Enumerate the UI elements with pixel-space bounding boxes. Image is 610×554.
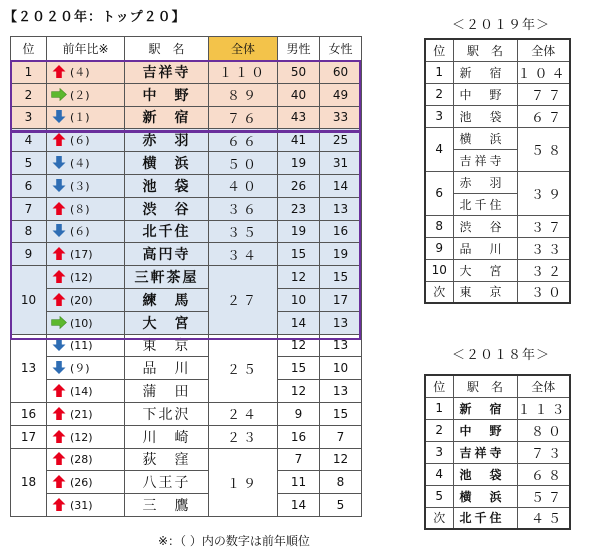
table-row: [425, 171, 570, 193]
total-cell: ３６: [209, 197, 278, 220]
prev-rank-value: (20): [70, 293, 93, 307]
male-cell: 50: [278, 61, 320, 84]
table-row: [11, 311, 362, 334]
male-cell: 12: [278, 266, 320, 289]
prev-rank-value: (４): [70, 157, 90, 171]
table-row: [11, 83, 362, 106]
station-cell: 池 袋: [453, 463, 517, 485]
station-cell: 北千住: [453, 507, 517, 529]
female-cell: 12: [320, 448, 362, 471]
total-cell: ７３: [517, 441, 570, 463]
station-cell: 品 川: [453, 237, 517, 259]
total-cell: ２５: [209, 334, 278, 402]
ranking-2018-table: [424, 374, 571, 530]
female-cell: 13: [320, 334, 362, 357]
total-cell: ４０: [209, 174, 278, 197]
station-cell: 八王子: [125, 471, 209, 494]
rank-cell: 9: [425, 237, 453, 259]
red-up-arrow-icon: [51, 452, 67, 465]
male-cell: 15: [278, 243, 320, 266]
blue-down-arrow-icon: [51, 338, 67, 351]
rank-cell: 3: [425, 105, 453, 127]
male-cell: 15: [278, 357, 320, 380]
rank-cell: 16: [11, 402, 47, 425]
red-up-arrow-icon: [51, 407, 67, 420]
table-row: [11, 288, 362, 311]
total-cell: ６８: [517, 463, 570, 485]
total-cell: ８９: [209, 83, 278, 106]
rank-cell: 7: [11, 197, 47, 220]
male-cell: 26: [278, 174, 320, 197]
table-row: [11, 152, 362, 175]
station-cell: 中 野: [453, 419, 517, 441]
total-cell: ７７: [517, 83, 570, 105]
prev-rank-value: (11): [70, 339, 93, 353]
station-cell: 品 川: [125, 357, 209, 380]
total-cell: ５０: [209, 152, 278, 175]
male-cell: 10: [278, 288, 320, 311]
station-cell: 横 浜: [453, 127, 517, 149]
female-cell: 7: [320, 425, 362, 448]
rank-cell: 9: [11, 243, 47, 266]
header-rank: 位: [425, 375, 453, 397]
male-cell: 43: [278, 106, 320, 129]
station-cell: 赤 羽: [453, 171, 517, 193]
station-cell: 三軒茶屋: [125, 266, 209, 289]
prev-rank-value: (３): [70, 179, 90, 193]
header-station: 駅 名: [453, 39, 517, 61]
header-total: 全体: [517, 39, 570, 61]
male-cell: 16: [278, 425, 320, 448]
total-cell: ６６: [209, 129, 278, 152]
header-rank: 位: [11, 37, 47, 61]
blue-down-arrow-icon: [51, 361, 67, 374]
female-cell: 8: [320, 471, 362, 494]
blue-down-arrow-icon: [51, 156, 67, 169]
prev-rank-cell: [47, 311, 125, 334]
header-row: [425, 375, 570, 397]
red-up-arrow-icon: [51, 247, 67, 260]
table-row: [11, 266, 362, 289]
table-row: [425, 215, 570, 237]
table-row: [11, 448, 362, 471]
table-row: [425, 105, 570, 127]
prev-rank-cell: [47, 152, 125, 175]
prev-rank-value: (１): [70, 111, 90, 125]
prev-rank-cell: [47, 380, 125, 403]
prev-rank-cell: [47, 243, 125, 266]
table-row: [425, 83, 570, 105]
total-cell: １９: [209, 448, 278, 516]
female-cell: 17: [320, 288, 362, 311]
red-up-arrow-icon: [51, 65, 67, 78]
blue-down-arrow-icon: [51, 179, 67, 192]
title-2019: ＜２０１９年＞: [452, 18, 551, 33]
total-cell: １１０: [209, 61, 278, 84]
rank-cell: 4: [425, 463, 453, 485]
male-cell: 11: [278, 471, 320, 494]
male-cell: 41: [278, 129, 320, 152]
total-cell: ３５: [209, 220, 278, 243]
prev-rank-value: (２): [70, 88, 90, 102]
prev-rank-value: (８): [70, 202, 90, 216]
female-cell: 49: [320, 83, 362, 106]
male-cell: 12: [278, 380, 320, 403]
female-cell: 5: [320, 494, 362, 517]
prev-rank-cell: [47, 334, 125, 357]
table-row: [11, 425, 362, 448]
station-cell: 横 浜: [125, 152, 209, 175]
female-cell: 16: [320, 220, 362, 243]
prev-rank-cell: [47, 174, 125, 197]
total-cell: ５７: [517, 485, 570, 507]
station-cell: 東 京: [453, 281, 517, 303]
station-cell: 高円寺: [125, 243, 209, 266]
female-cell: 13: [320, 311, 362, 334]
rank-cell: 5: [425, 485, 453, 507]
header-prev: 前年比※: [47, 37, 125, 61]
header-male: 男性: [278, 37, 320, 61]
rank-cell: 8: [425, 215, 453, 237]
station-cell: 中 野: [453, 83, 517, 105]
prev-rank-value: (６): [70, 134, 90, 148]
rank-cell: 6: [425, 171, 453, 215]
station-cell: 大 宮: [453, 259, 517, 281]
red-up-arrow-icon: [51, 430, 67, 443]
prev-rank-cell: [47, 197, 125, 220]
station-cell: 吉祥寺: [125, 61, 209, 84]
header-row: [425, 39, 570, 61]
station-cell: 東 京: [125, 334, 209, 357]
blue-down-arrow-icon: [51, 224, 67, 237]
total-cell: １０４: [517, 61, 570, 83]
station-cell: 中 野: [125, 83, 209, 106]
station-cell: 練 馬: [125, 288, 209, 311]
header-station: 駅 名: [125, 37, 209, 61]
total-cell: ６７: [517, 105, 570, 127]
prev-rank-cell: [47, 471, 125, 494]
prev-rank-value: (６): [70, 225, 90, 239]
table-row: [425, 463, 570, 485]
station-cell: 吉祥寺: [453, 441, 517, 463]
table-row: [11, 220, 362, 243]
station-cell: 渋 谷: [453, 215, 517, 237]
title-2018: ＜２０１８年＞: [452, 348, 551, 363]
rank-cell: 5: [11, 152, 47, 175]
prev-rank-cell: [47, 288, 125, 311]
header-rank: 位: [425, 39, 453, 61]
prev-rank-value: (12): [70, 430, 93, 444]
station-cell: 新 宿: [453, 61, 517, 83]
table-row: [425, 441, 570, 463]
rank-cell: 10: [425, 259, 453, 281]
female-cell: 14: [320, 174, 362, 197]
rank-cell: 2: [11, 83, 47, 106]
prev-rank-value: (17): [70, 248, 93, 262]
female-cell: 60: [320, 61, 362, 84]
rank-cell: 次: [425, 281, 453, 303]
total-cell: ２７: [209, 266, 278, 334]
prev-rank-cell: [47, 220, 125, 243]
station-cell: 渋 谷: [125, 197, 209, 220]
green-right-arrow-icon: [51, 316, 67, 329]
table-row: [425, 61, 570, 83]
rank-cell: 1: [425, 61, 453, 83]
prev-rank-cell: [47, 106, 125, 129]
red-up-arrow-icon: [51, 384, 67, 397]
station-cell: 池 袋: [125, 174, 209, 197]
female-cell: 15: [320, 402, 362, 425]
footnote: ※：（ ）内の数字は前年順位: [158, 534, 310, 548]
total-cell: ３２: [517, 259, 570, 281]
header-female: 女性: [320, 37, 362, 61]
table-row: [11, 243, 362, 266]
prev-rank-cell: [47, 61, 125, 84]
total-cell: ２４: [209, 402, 278, 425]
table-row: [11, 106, 362, 129]
total-cell: ３７: [517, 215, 570, 237]
female-cell: 13: [320, 380, 362, 403]
prev-rank-value: (26): [70, 476, 93, 490]
rank-cell: 次: [425, 507, 453, 529]
station-cell: 下北沢: [125, 402, 209, 425]
prev-rank-value: (31): [70, 499, 93, 513]
total-cell: ５８: [517, 127, 570, 171]
rank-cell: 13: [11, 334, 47, 402]
prev-rank-value: (10): [70, 316, 93, 330]
table-row: [425, 507, 570, 529]
table-row: [11, 61, 362, 84]
header-row: [11, 37, 362, 61]
rank-cell: 6: [11, 174, 47, 197]
rank-cell: 1: [425, 397, 453, 419]
prev-rank-cell: [47, 448, 125, 471]
prev-rank-value: (９): [70, 362, 90, 376]
main-title: 【２０２０年：トップ２０】: [4, 10, 186, 25]
station-cell: 北千住: [453, 193, 517, 215]
male-cell: 19: [278, 152, 320, 175]
header-total: 全体: [209, 37, 278, 61]
rank-cell: 1: [11, 61, 47, 84]
total-cell: ７６: [209, 106, 278, 129]
table-row: [11, 197, 362, 220]
prev-rank-cell: [47, 425, 125, 448]
female-cell: 33: [320, 106, 362, 129]
rank-cell: 2: [425, 83, 453, 105]
red-up-arrow-icon: [51, 498, 67, 511]
red-up-arrow-icon: [51, 475, 67, 488]
female-cell: 10: [320, 357, 362, 380]
male-cell: 19: [278, 220, 320, 243]
rank-cell: 4: [11, 129, 47, 152]
station-cell: 川 崎: [125, 425, 209, 448]
prev-rank-value: (14): [70, 385, 93, 399]
total-cell: ３３: [517, 237, 570, 259]
total-cell: １１３: [517, 397, 570, 419]
table-row: [425, 127, 570, 149]
prev-rank-cell: [47, 266, 125, 289]
table-row: [11, 334, 362, 357]
station-cell: 三 鷹: [125, 494, 209, 517]
table-row: [11, 380, 362, 403]
table-row: [425, 281, 570, 303]
rank-cell: 3: [425, 441, 453, 463]
total-cell: ３４: [209, 243, 278, 266]
total-cell: ３０: [517, 281, 570, 303]
female-cell: 25: [320, 129, 362, 152]
station-cell: 北千住: [125, 220, 209, 243]
prev-rank-cell: [47, 129, 125, 152]
rank-cell: 17: [11, 425, 47, 448]
station-cell: 吉祥寺: [453, 149, 517, 171]
station-cell: 荻 窪: [125, 448, 209, 471]
header-station: 駅 名: [453, 375, 517, 397]
table-row: [425, 237, 570, 259]
station-cell: 池 袋: [453, 105, 517, 127]
rank-cell: 3: [11, 106, 47, 129]
total-cell: ３９: [517, 171, 570, 215]
red-up-arrow-icon: [51, 270, 67, 283]
male-cell: 9: [278, 402, 320, 425]
rank-cell: 2: [425, 419, 453, 441]
table-row: [11, 357, 362, 380]
table-row: [11, 174, 362, 197]
blue-down-arrow-icon: [51, 110, 67, 123]
prev-rank-cell: [47, 83, 125, 106]
total-cell: ４５: [517, 507, 570, 529]
prev-rank-value: (28): [70, 453, 93, 467]
rank-cell: 4: [425, 127, 453, 171]
station-cell: 大 宮: [125, 311, 209, 334]
table-row: [425, 259, 570, 281]
red-up-arrow-icon: [51, 293, 67, 306]
station-cell: 赤 羽: [125, 129, 209, 152]
table-row: [11, 129, 362, 152]
red-up-arrow-icon: [51, 202, 67, 215]
prev-rank-value: (21): [70, 407, 93, 421]
rank-cell: 18: [11, 448, 47, 516]
table-row: [425, 419, 570, 441]
male-cell: 7: [278, 448, 320, 471]
female-cell: 13: [320, 197, 362, 220]
header-total: 全体: [517, 375, 570, 397]
prev-rank-cell: [47, 402, 125, 425]
prev-rank-cell: [47, 494, 125, 517]
male-cell: 40: [278, 83, 320, 106]
red-up-arrow-icon: [51, 133, 67, 146]
female-cell: 31: [320, 152, 362, 175]
prev-rank-value: (12): [70, 271, 93, 285]
green-right-arrow-icon: [51, 88, 67, 101]
station-cell: 新 宿: [125, 106, 209, 129]
male-cell: 12: [278, 334, 320, 357]
prev-rank-cell: [47, 357, 125, 380]
total-cell: ２３: [209, 425, 278, 448]
table-row: [425, 397, 570, 419]
station-cell: 横 浜: [453, 485, 517, 507]
total-cell: ８０: [517, 419, 570, 441]
station-cell: 新 宿: [453, 397, 517, 419]
table-row: [11, 471, 362, 494]
female-cell: 15: [320, 266, 362, 289]
table-row: [425, 485, 570, 507]
male-cell: 14: [278, 494, 320, 517]
male-cell: 14: [278, 311, 320, 334]
female-cell: 19: [320, 243, 362, 266]
male-cell: 23: [278, 197, 320, 220]
ranking-2019-table: [424, 38, 571, 304]
ranking-2020-table: [10, 36, 362, 517]
rank-cell: 10: [11, 266, 47, 334]
prev-rank-value: (４): [70, 65, 90, 79]
table-row: [11, 494, 362, 517]
table-row: [11, 402, 362, 425]
station-cell: 蒲 田: [125, 380, 209, 403]
rank-cell: 8: [11, 220, 47, 243]
